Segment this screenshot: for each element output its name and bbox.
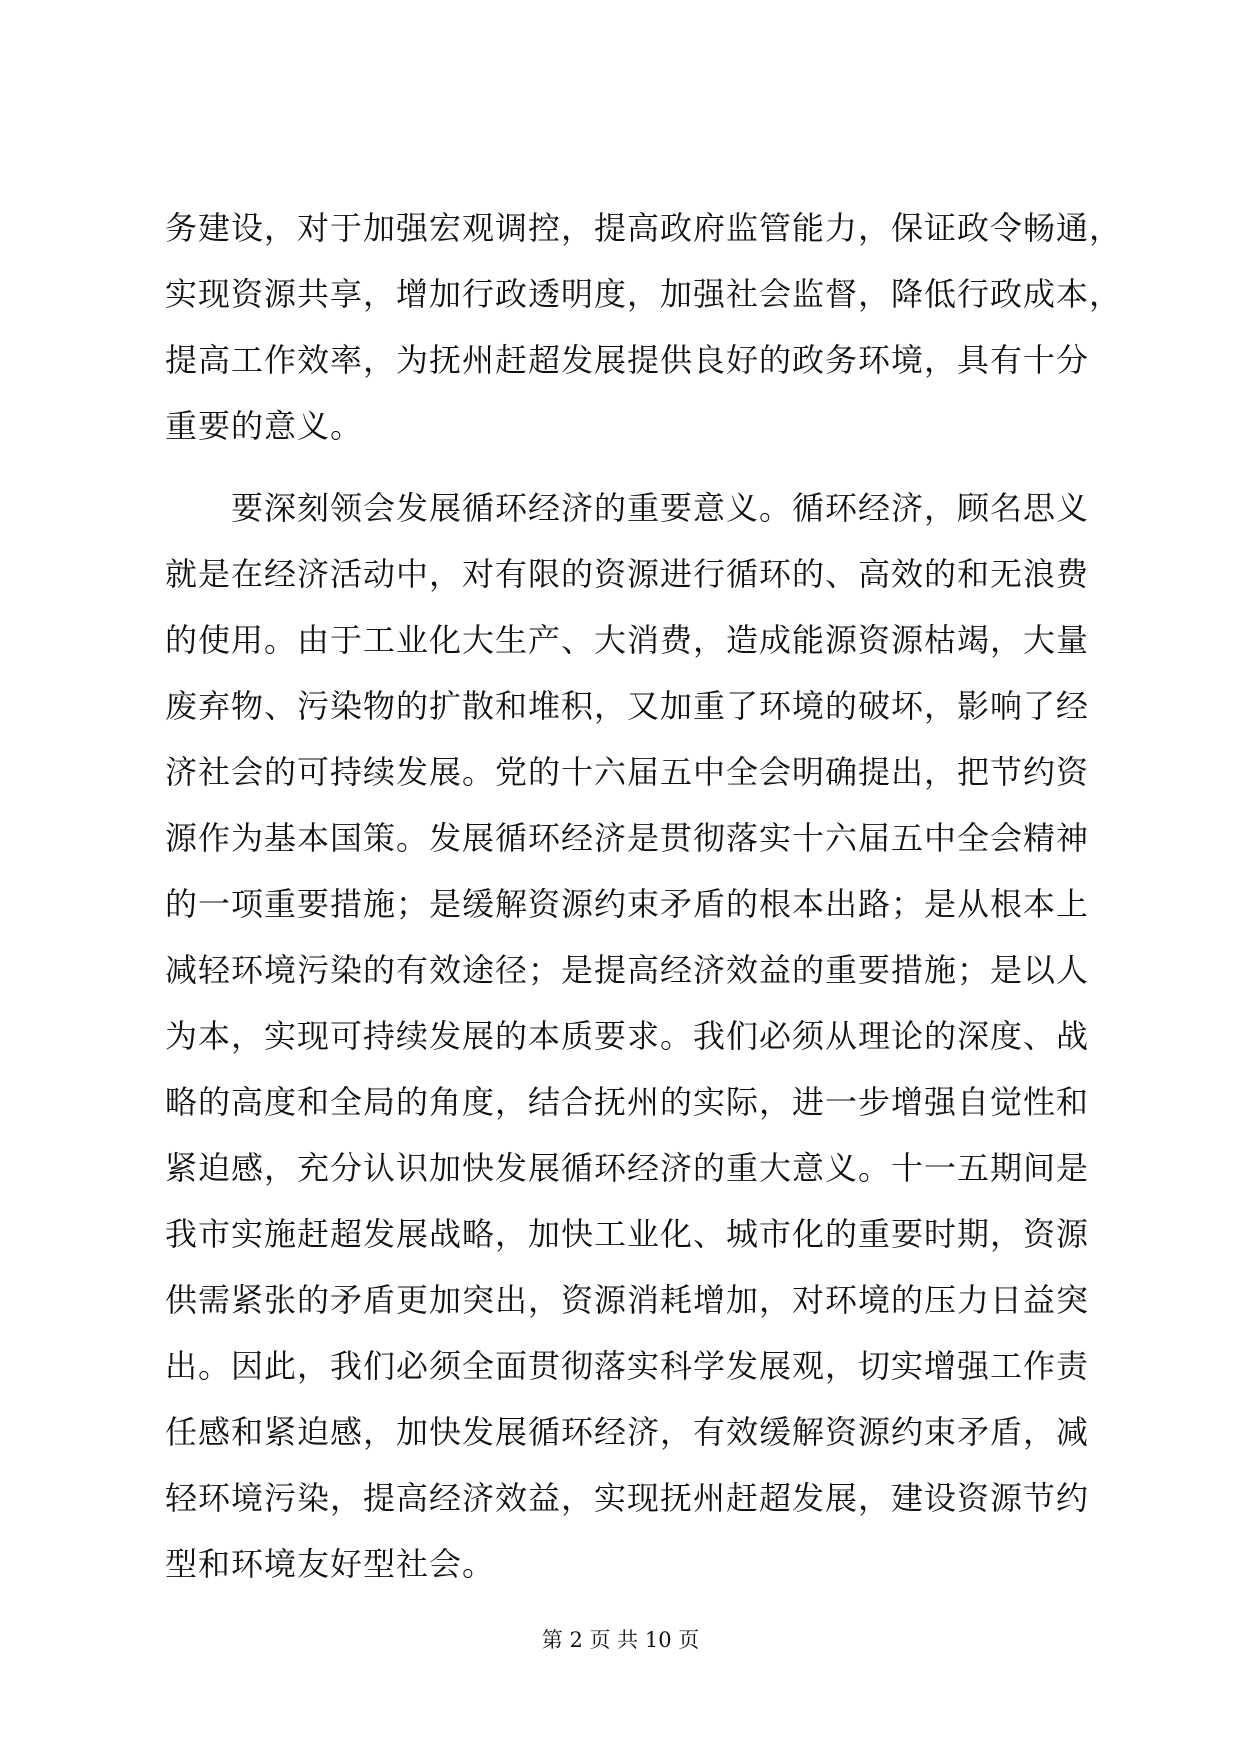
paragraph-2 (165, 475, 1090, 1597)
paragraph-1 (165, 195, 1123, 459)
text-line: 我市实施赶超发展战略，加快工业化、城市化的重要时期，资源 (165, 1215, 1090, 1253)
text-line: 紧迫感，充分认识加快发展循环经济的重大意义。十一五期间是 (165, 1149, 1090, 1187)
text-line: 重要的意义。 (165, 407, 364, 445)
text-line: 的使用。由于工业化大生产、大消费，造成能源资源枯竭，大量 (165, 621, 1090, 659)
text-line: 实现资源共享，增加行政透明度，加强社会监督，降低行政成本， (165, 275, 1123, 313)
text-line: 的一项重要措施；是缓解资源约束矛盾的根本出路；是从根本上 (165, 885, 1090, 923)
text-line: 轻环境污染，提高经济效益，实现抚州赶超发展，建设资源节约 (165, 1479, 1090, 1517)
paragraph-gap (165, 459, 1077, 475)
text-line: 型和环境友好型社会。 (165, 1545, 496, 1583)
text-line: 提高工作效率，为抚州赶超发展提供良好的政务环境，具有十分 (165, 341, 1090, 379)
text-line: 要深刻领会发展循环经济的重要意义。循环经济，顾名思义 (165, 489, 1090, 527)
text-line: 略的高度和全局的角度，结合抚州的实际，进一步增强自觉性和 (165, 1083, 1090, 1121)
text-line: 废弃物、污染物的扩散和堆积，又加重了环境的破坏，影响了经 (165, 687, 1090, 725)
text-line: 任感和紧迫感，加快发展循环经济，有效缓解资源约束矛盾，减 (165, 1413, 1090, 1451)
text-line: 务建设，对于加强宏观调控，提高政府监管能力，保证政令畅通， (165, 209, 1123, 247)
document-body (165, 195, 1123, 1597)
page-number-footer: 第 2 页 共 10 页 (541, 1628, 700, 1652)
text-line: 出。因此，我们必须全面贯彻落实科学发展观，切实增强工作责 (165, 1347, 1090, 1385)
text-line: 济社会的可持续发展。党的十六届五中全会明确提出，把节约资 (165, 753, 1090, 791)
text-line: 为本，实现可持续发展的本质要求。我们必须从理论的深度、战 (165, 1017, 1090, 1055)
text-line: 供需紧张的矛盾更加突出，资源消耗增加，对环境的压力日益突 (165, 1281, 1090, 1319)
text-line: 源作为基本国策。发展循环经济是贯彻落实十六届五中全会精神 (165, 819, 1090, 857)
text-line: 减轻环境污染的有效途径；是提高经济效益的重要措施；是以人 (165, 951, 1090, 989)
text-line: 就是在经济活动中，对有限的资源进行循环的、高效的和无浪费 (165, 555, 1090, 593)
